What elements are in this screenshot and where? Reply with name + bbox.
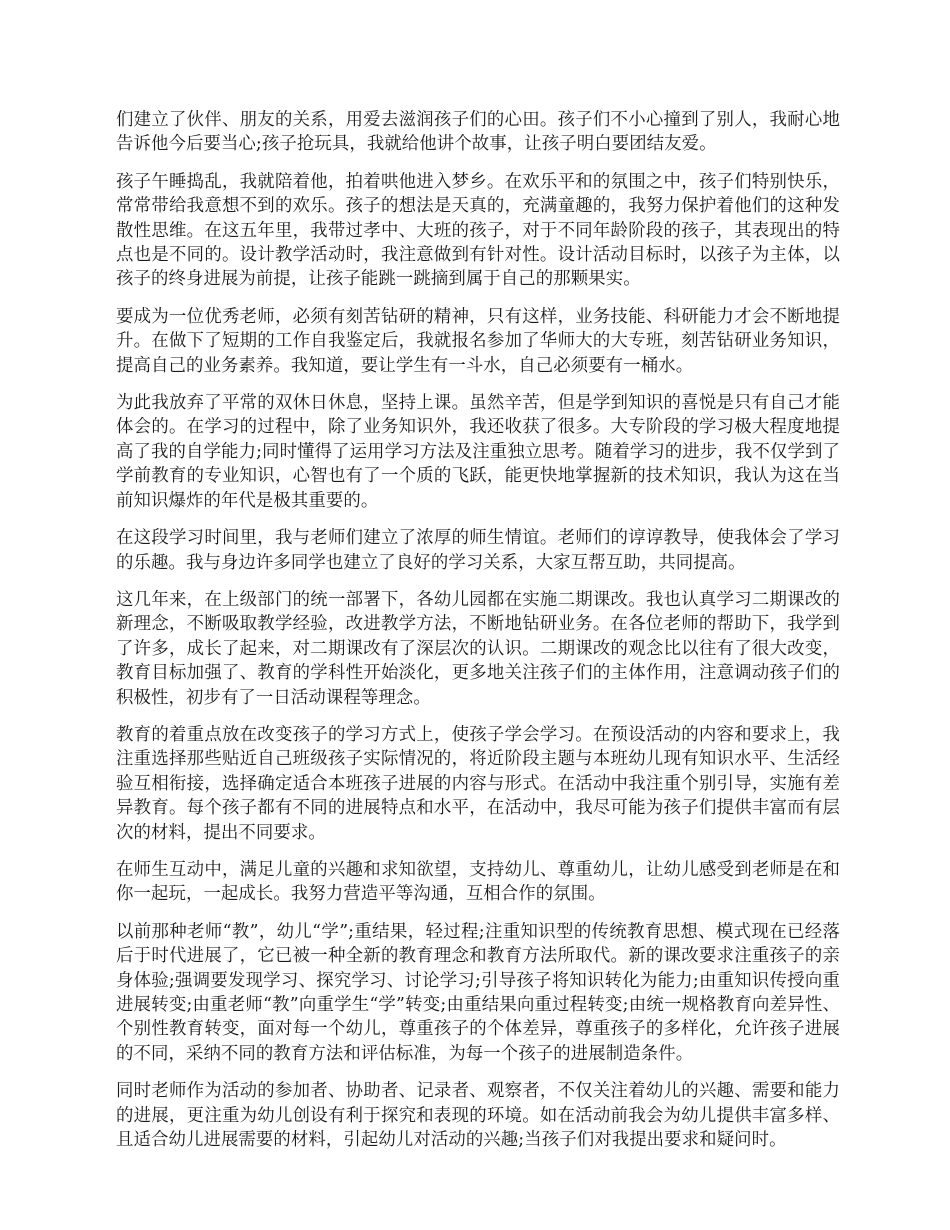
paragraph-10: 同时老师作为活动的参加者、协助者、记录者、观察者，不仅关注着幼儿的兴趣、需要和能力的进展，更注重为幼儿创设有利于探究和表现的环境。如在活动前我会为幼儿提供丰富多样、且适合幼儿进展需要的材料，引起幼儿对活动的兴趣;当孩子们对我提出要求和疑问时。 bbox=[116, 1081, 840, 1151]
paragraph-7: 教育的着重点放在改变孩子的学习方式上，使孩子学会学习。在预设活动的内容和要求上，我注重选择那些贴近自己班级孩子实际情况的，将近阶段主题与本班幼儿现有知识水平、生活经验互相衔接，选择确定适合本班孩子进展的内容与形式。在活动中我注重个别引导，实施有差异教育。每个孩子都有不同的进展特点和水平，在活动中，我尽可能为孩子们提供丰富而有层次的材料，提出不同要求。 bbox=[116, 724, 840, 843]
paragraph-3: 要成为一位优秀老师，必须有刻苦钻研的精神，只有这样，业务技能、科研能力才会不断地提升。在做下了短期的工作自我鉴定后，我就报名参加了华师大的大专班，刻苦钻研业务知识，提高自己的业务素养。我知道，要让学生有一斗水，自己必须要有一桶水。 bbox=[116, 306, 840, 376]
paragraph-4: 为此我放弃了平常的双休日休息，坚持上课。虽然辛苦，但是学到知识的喜悦是只有自己才能体会的。在学习的过程中，除了业务知识外，我还收获了很多。大专阶段的学习极大程度地提高了我的自学能力;同时懂得了运用学习方法及注重独立思考。随着学习的进步，我不仅学到了学前教育的专业知识，心智也有了一个质的飞跃，能更快地掌握新的技术知识，我认为这在当前知识爆炸的年代是极其重要的。 bbox=[116, 393, 840, 511]
paragraph-5: 在这段学习时间里，我与老师们建立了浓厚的师生情谊。老师们的谆谆教导，使我体会了学习的乐趣。我与身边许多同学也建立了良好的学习关系，大家互帮互助，共同提高。 bbox=[116, 528, 840, 573]
paragraph-1: 们建立了伙伴、朋友的关系，用爱去滋润孩子们的心田。孩子们不小心撞到了别人，我耐心地告诉他今后要当心;孩子抢玩具，我就给他讲个故事，让孩子明白要团结友爱。 bbox=[116, 110, 840, 155]
paragraph-8: 在师生互动中，满足儿童的兴趣和求知欲望，支持幼儿、尊重幼儿，让幼儿感受到老师是在和你一起玩，一起成长。我努力营造平等沟通，互相合作的氛围。 bbox=[116, 859, 840, 905]
paragraph-6: 这几年来，在上级部门的统一部署下，各幼儿园都在实施二期课改。我也认真学习二期课改的新理念，不断吸取教学经验，改进教学方法，不断地钻研业务。在各位老师的帮助下，我学到了许多，成长了起来，对二期课改有了深层次的认识。二期课改的观念比以往有了很大改变，教育目标加强了、教育的学科性开始淡化，更多地关注孩子们的主体作用，注意调动孩子们的积极性，初步有了一日活动课程等理念。 bbox=[116, 589, 840, 708]
paragraph-9: 以前那种老师“教”，幼儿“学”;重结果，轻过程;注重知识型的传统教育思想、模式现在已经落后于时代进展了，它已被一种全新的教育理念和教育方法所取代。新的课改要求注重孩子的亲身体验;强调要发现学习、探究学习、讨论学习;引导孩子将知识转化为能力;由重知识传授向重进展转变;由重老师“教”向重学生“学”转变;由重结果向重过程转变;由统一规格教育向差异性、个别性教育转变，面对每一个幼儿，尊重孩子的个体差异，尊重孩子的多样化，允许孩子进展的不同，采纳不同的教育方法和评估标准，为每一个孩子的进展制造条件。 bbox=[116, 921, 840, 1064]
paragraph-2: 孩子午睡捣乱，我就陪着他，拍着哄他进入梦乡。在欢乐平和的氛围之中，孩子们特别快乐，常常带给我意想不到的欢乐。孩子的想法是天真的，充满童趣的，我努力保护着他们的这种发散性思维。在这五年里，我带过孝中、大班的孩子，对于不同年龄阶段的孩子，其表现出的特点也是不同的。设计教学活动时，我注意做到有针对性。设计活动目标时，以孩子为主体，以孩子的终身进展为前提，让孩子能跳一跳摘到属于自己的那颗果实。 bbox=[116, 171, 840, 290]
